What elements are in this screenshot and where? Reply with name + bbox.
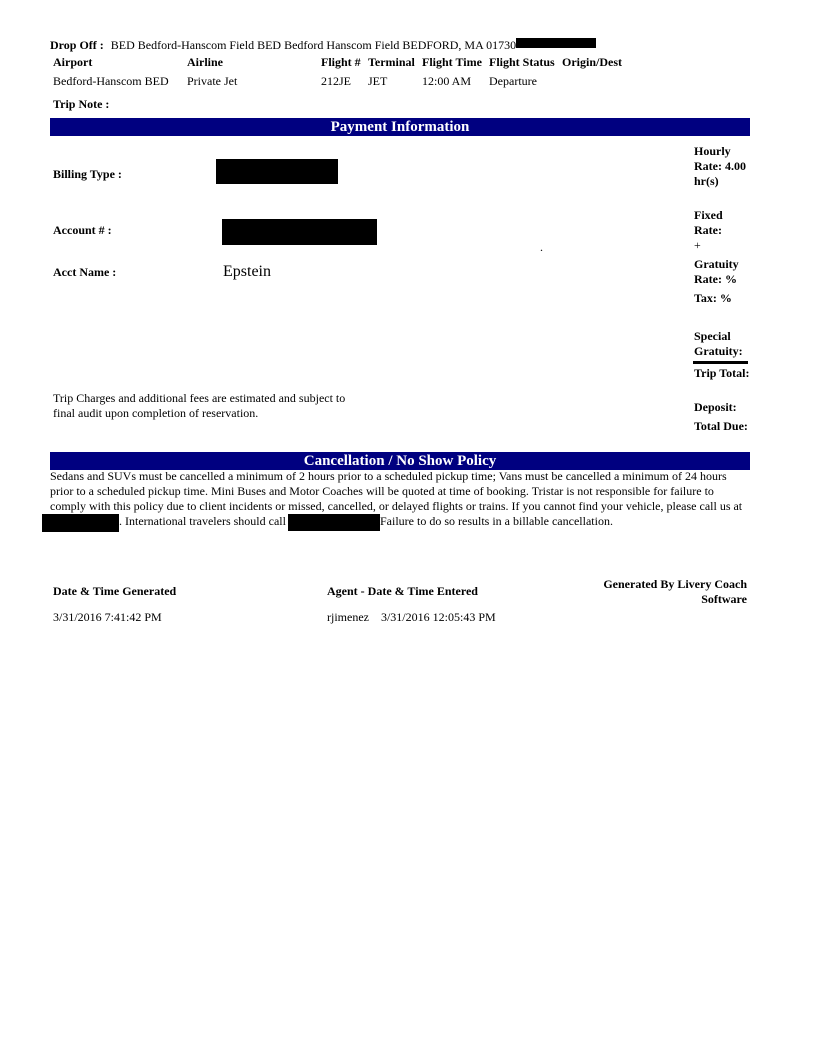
generated-by-line2: Software bbox=[701, 592, 747, 606]
cell-terminal: JET bbox=[368, 74, 388, 88]
policy-text-part1: Sedans and SUVs must be cancelled a minimum of 2 hours prior to a scheduled pickup time; Vans must be cancelled a minimum of 24 hours prior to a scheduled pickup time. Mini Buses and Motor Coaches will be quoted at time of booking. Tristar is not responsible for failure to comply with this policy due to client incidents or missed, cancelled, or delayed flights or trains. If you cannot find your vehicle, please call us at bbox=[50, 469, 743, 513]
col-header-airport: Airport bbox=[53, 55, 93, 69]
cancellation-policy-header: Cancellation / No Show Policy bbox=[50, 452, 750, 470]
cell-flight-number: 212JE bbox=[321, 74, 351, 88]
policy-text-part3: Failure to do so results in a billable cancellation. bbox=[380, 514, 613, 528]
gratuity-rate: Gratuity Rate: % bbox=[694, 257, 739, 286]
cell-flight-status: Departure bbox=[489, 74, 537, 88]
col-header-flight-status: Flight Status bbox=[489, 55, 555, 69]
redacted-account-number bbox=[222, 219, 377, 245]
billing-type-label: Billing Type : bbox=[53, 167, 122, 181]
col-header-flight-time: Flight Time bbox=[422, 55, 482, 69]
special-gratuity-rule bbox=[693, 361, 748, 364]
redacted-billing-type bbox=[216, 159, 338, 184]
fixed-rate: Fixed Rate: bbox=[694, 208, 723, 237]
deposit: Deposit: bbox=[694, 400, 737, 414]
special-gratuity: Special Gratuity: bbox=[694, 329, 743, 358]
date-generated-label: Date & Time Generated bbox=[53, 584, 177, 598]
charges-note-line2: final audit upon completion of reservation. bbox=[53, 406, 259, 420]
cell-flight-time: 12:00 AM bbox=[422, 74, 472, 88]
col-header-flight-number: Flight # bbox=[321, 55, 361, 69]
agent-label: Agent - Date & Time Entered bbox=[327, 584, 478, 598]
dropoff-row bbox=[50, 38, 516, 53]
cancellation-policy-text bbox=[50, 469, 750, 514]
payment-information-header: Payment Information bbox=[50, 118, 750, 136]
total-due: Total Due: bbox=[694, 419, 748, 433]
dropoff-label: Drop Off : bbox=[50, 38, 104, 52]
col-header-airline: Airline bbox=[187, 55, 223, 69]
redacted-phone-us bbox=[42, 514, 119, 532]
hourly-rate: Hourly Rate: 4.00 hr(s) bbox=[694, 144, 746, 188]
redacted-phone bbox=[516, 38, 596, 48]
trip-note-label: Trip Note : bbox=[53, 97, 110, 111]
policy-text-part2: . International travelers should call bbox=[119, 514, 286, 528]
redacted-phone-international bbox=[288, 514, 380, 531]
charges-note-line1: Trip Charges and additional fees are estimated and subject to bbox=[53, 391, 346, 405]
trip-total: Trip Total: bbox=[694, 366, 750, 380]
generated-by-line1: Generated By Livery Coach bbox=[603, 577, 747, 591]
col-header-origin-dest: Origin/Dest bbox=[562, 55, 622, 69]
cell-airline: Private Jet bbox=[187, 74, 238, 88]
acct-name-value: Epstein bbox=[223, 263, 271, 280]
acct-name-label: Acct Name : bbox=[53, 265, 117, 279]
agent-value: rjimenez 3/31/2016 12:05:43 PM bbox=[327, 610, 496, 624]
col-header-terminal: Terminal bbox=[368, 55, 415, 69]
fixed-rate-plus: + bbox=[694, 238, 701, 252]
tax-rate: Tax: % bbox=[694, 291, 732, 305]
dropoff-address: BED Bedford-Hanscom Field BED Bedford Hanscom Field BEDFORD, MA 01730 bbox=[110, 38, 517, 52]
stray-dot: . bbox=[540, 240, 543, 254]
account-number-label: Account # : bbox=[53, 223, 112, 237]
cell-airport: Bedford-Hanscom BED bbox=[53, 74, 169, 88]
date-generated-value: 3/31/2016 7:41:42 PM bbox=[53, 610, 162, 624]
